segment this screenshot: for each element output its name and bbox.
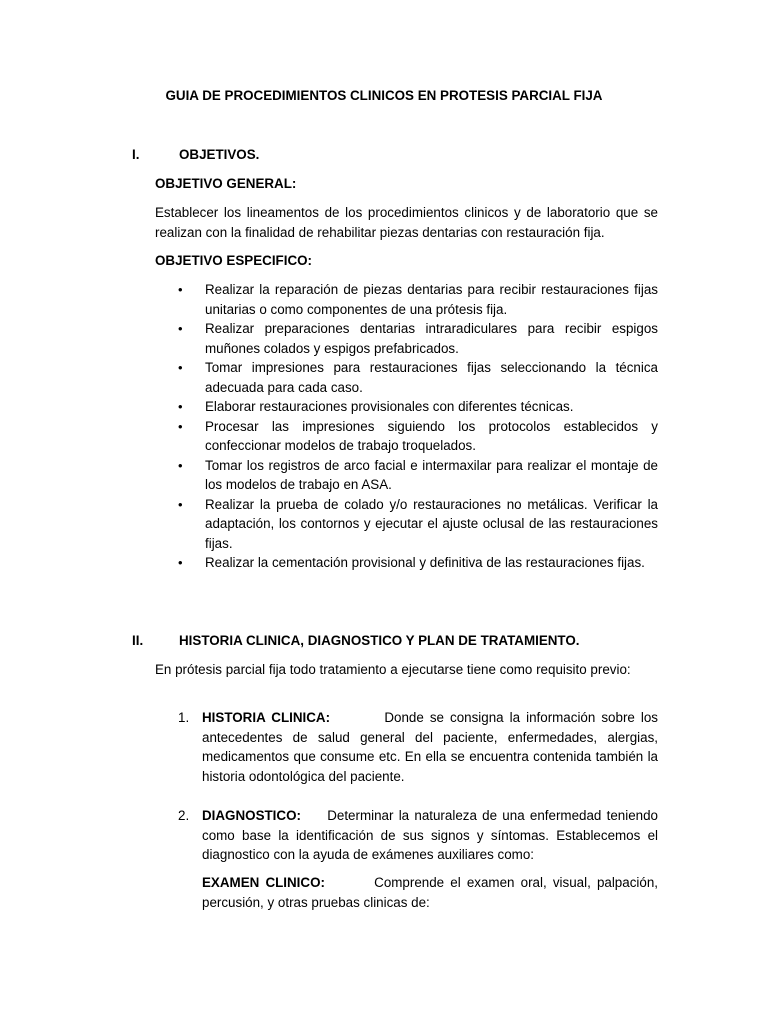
bullet-icon: • [178, 321, 183, 336]
section-1-number: I. [132, 147, 140, 162]
bullet-icon: • [178, 282, 183, 297]
examen-clinico-text: Comprende el examen oral, visual, palpación, percusión, y otras pruebas clinicas de: [202, 875, 658, 910]
list-item: • Tomar impresiones para restauraciones fijas seleccionando la técnica adecuada para cada caso. [178, 360, 658, 395]
item-number: 1. [178, 710, 190, 725]
objetivo-especifico-heading: OBJETIVO ESPECIFICO: [155, 253, 312, 268]
item-label: HISTORIA CLINICA: [202, 710, 331, 725]
section-2-heading: HISTORIA CLINICA, DIAGNOSTICO Y PLAN DE TRATAMIENTO. [179, 633, 580, 648]
list-item: • Tomar los registros de arco facial e intermaxilar para realizar el montaje de los modelos de trabajo en ASA. [178, 457, 658, 492]
section-1-heading: OBJETIVOS. [179, 147, 260, 162]
list-item: • Realizar preparaciones dentarias intraradiculares para recibir espigos muñones colados y espigos prefabricados. [178, 321, 658, 356]
item-label: DIAGNOSTICO: [202, 808, 301, 823]
document-title: GUIA DE PROCEDIMIENTOS CLINICOS EN PROTESIS PARCIAL FIJA [165, 88, 603, 103]
list-item: • Elaborar restauraciones provisionales con diferentes técnicas. [178, 397, 658, 417]
bullet-icon: • [178, 496, 183, 512]
list-item: • Realizar la cementación provisional y definitiva de las restauraciones fijas. [178, 553, 658, 573]
objetivo-general-heading: OBJETIVO GENERAL: [155, 176, 297, 191]
numbered-item-historia-clinica [178, 708, 658, 786]
list-item: • Realizar la prueba de colado y/o restauraciones no metálicas. Verificar la adaptación, los contornos y ejecutar el ajuste oclusal de las restauraciones fijas. [178, 496, 658, 551]
examen-clinico-paragraph [202, 873, 658, 912]
examen-clinico-label: EXAMEN CLINICO: [202, 875, 325, 890]
section-2-intro: En prótesis parcial fija todo tratamiento a ejecutarse tiene como requisito previo: [155, 662, 631, 677]
objetivo-general-text: Establecer los lineamentos de los procedimientos clinicos y de laboratorio que se realizan con la finalidad de rehabilitar piezas dentarias con restauración fija. [155, 205, 658, 240]
bullet-icon: • [178, 418, 183, 434]
bullet-icon: • [178, 399, 183, 414]
item-number: 2. [178, 808, 190, 823]
item-text: Determinar la naturaleza de una enfermedad teniendo como base la identificación de sus signos y síntomas. Establecemos el diagnostico con la ayuda de exámenes auxiliares como: [202, 808, 658, 862]
bullet-icon: • [178, 360, 183, 375]
list-item: • Procesar las impresiones siguiendo los protocolos establecidos y confeccionar modelos de trabajo troquelados. [178, 418, 658, 453]
bullet-icon: • [178, 457, 183, 473]
section-2-number: II. [132, 633, 144, 648]
bullet-icon: • [178, 555, 183, 570]
list-item: • Realizar la reparación de piezas dentarias para recibir restauraciones fijas unitarias o como componentes de una prótesis fija. [178, 282, 658, 317]
item-text: Donde se consigna la información sobre los antecedentes de salud general del paciente, enfermedades, alergias, medicamentos que consume etc. En ella se encuentra contenida también la historia odontológica del paciente. [202, 710, 658, 784]
numbered-item-diagnostico [178, 806, 658, 865]
objetivos-especificos-list [178, 280, 658, 573]
